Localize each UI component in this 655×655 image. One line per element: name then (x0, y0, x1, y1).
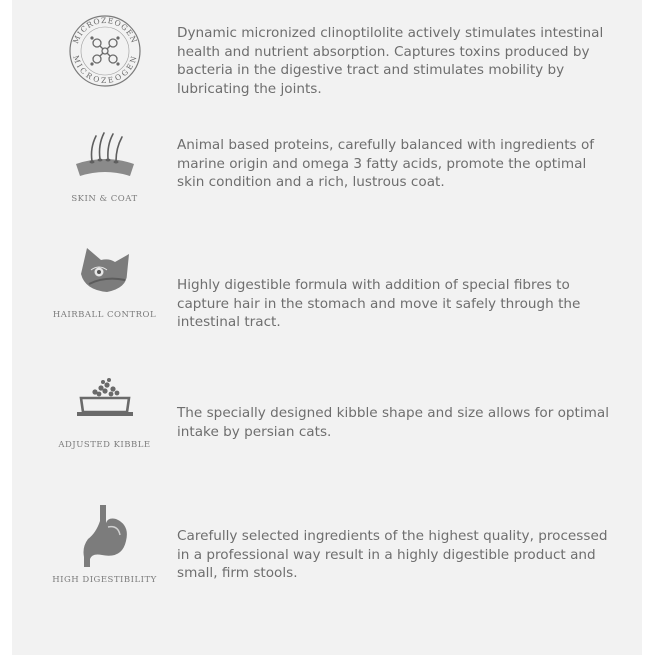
cat-head-icon (75, 244, 135, 296)
skin-hair-icon (72, 128, 138, 180)
feature-caption: HIGH DIGESTIBILITY (52, 575, 157, 585)
stomach-icon (78, 503, 132, 569)
badge-text-bottom: MICROZEOGEN (70, 54, 139, 86)
feature-icon-column (52, 503, 157, 603)
feature-description: Animal based proteins, carefully balanced with ingredients of marine origin and omega 3 fatty acids, promote the optimal skin condition and a rich, lustrous coat. (177, 137, 595, 190)
feature-microzeogen (12, 10, 642, 100)
feature-description: Highly digestible formula with addition of special fibres to capture hair in the stomach and move it safely through the intestinal tract. (177, 277, 581, 330)
feature-description: The specially designed kibble shape and size allows for optimal intake by persian cats. (177, 405, 610, 440)
feature-hairball-control (12, 244, 642, 334)
feature-caption: HAIRBALL CONTROL (52, 310, 157, 320)
feature-caption: ADJUSTED KIBBLE (58, 440, 151, 450)
feature-description: Carefully selected ingredients of the highest quality, processed in a professional way result in a highly digestible product and small, firm stools. (177, 528, 608, 581)
feature-adjusted-kibble (12, 376, 642, 466)
svg-text:MICROZEOGEN (71, 16, 139, 45)
feature-icon-column (52, 244, 157, 334)
feature-high-digestibility (12, 503, 642, 603)
feature-skin-coat (12, 128, 642, 218)
feature-description: Dynamic micronized clinoptilolite actively stimulates intestinal health and nutrient absorption. Captures toxins produced by bacteria in the digestive tract and stimulates mobility by lubricating the joints. (177, 25, 604, 97)
feature-icon-column (52, 128, 157, 218)
badge-text-top: MICROZEOGEN (70, 15, 139, 45)
svg-text:MICROZEOGEN (71, 54, 138, 85)
kibble-bowl-icon (73, 376, 137, 420)
microzeogen-badge-icon (67, 10, 143, 90)
feature-icon-column (52, 10, 157, 100)
feature-caption: SKIN & COAT (71, 194, 138, 204)
feature-icon-column (52, 376, 157, 466)
